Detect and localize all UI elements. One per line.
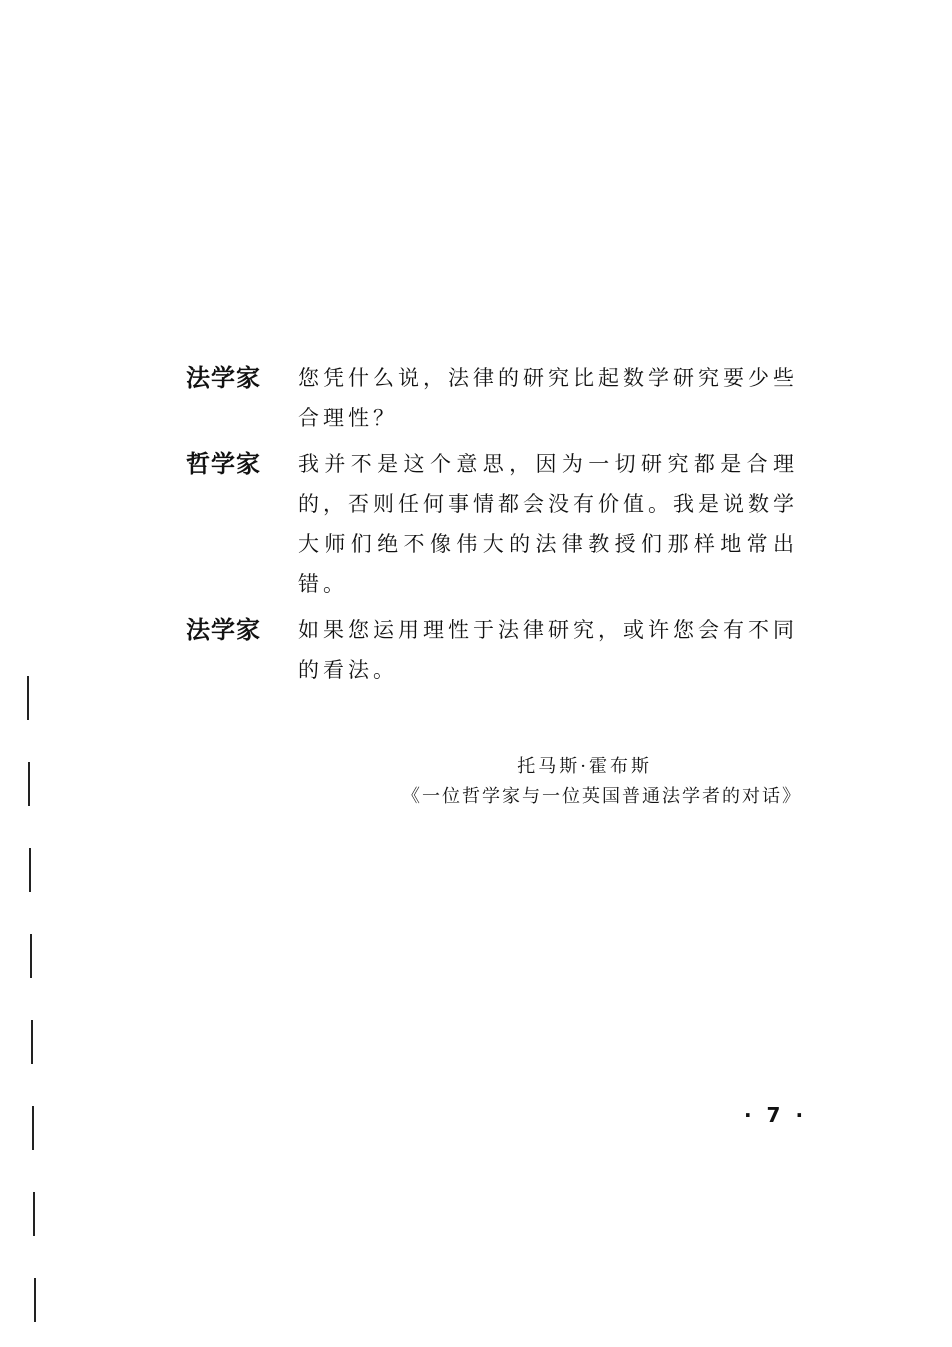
speaker-label: 法学家 (186, 616, 261, 644)
binding-mark (29, 848, 31, 892)
speech-text: 如果您运用理性于法律研究，或许您会有不同的看法。 (298, 618, 798, 682)
binding-mark (30, 934, 32, 978)
binding-mark (28, 762, 30, 806)
speech-text: 我并不是这个意思，因为一切研究都是合理的，否则任何事情都会没有价值。我是说数学大师们绝不像伟大的法律教授们那样地常出错。 (298, 452, 798, 596)
binding-mark (27, 676, 29, 720)
dialogue-block (186, 358, 806, 696)
dialogue-turn (186, 610, 806, 690)
speech-text: 您凭什么说，法律的研究比起数学研究要少些合理性？ (298, 366, 798, 430)
binding-mark (34, 1278, 36, 1322)
speaker-label: 哲学家 (186, 450, 261, 478)
attribution-work-title: 《一位哲学家与一位英国普通法学者的对话》 (402, 786, 802, 807)
attribution-author: 托马斯·霍布斯 (517, 756, 652, 777)
binding-mark (33, 1192, 35, 1236)
binding-mark (31, 1020, 33, 1064)
speaker-label: 法学家 (186, 364, 261, 392)
dialogue-turn (186, 444, 806, 604)
dialogue-turn (186, 358, 806, 438)
page-number: · 7 · (744, 1103, 808, 1127)
quote-attribution (402, 752, 802, 812)
binding-mark (32, 1106, 34, 1150)
